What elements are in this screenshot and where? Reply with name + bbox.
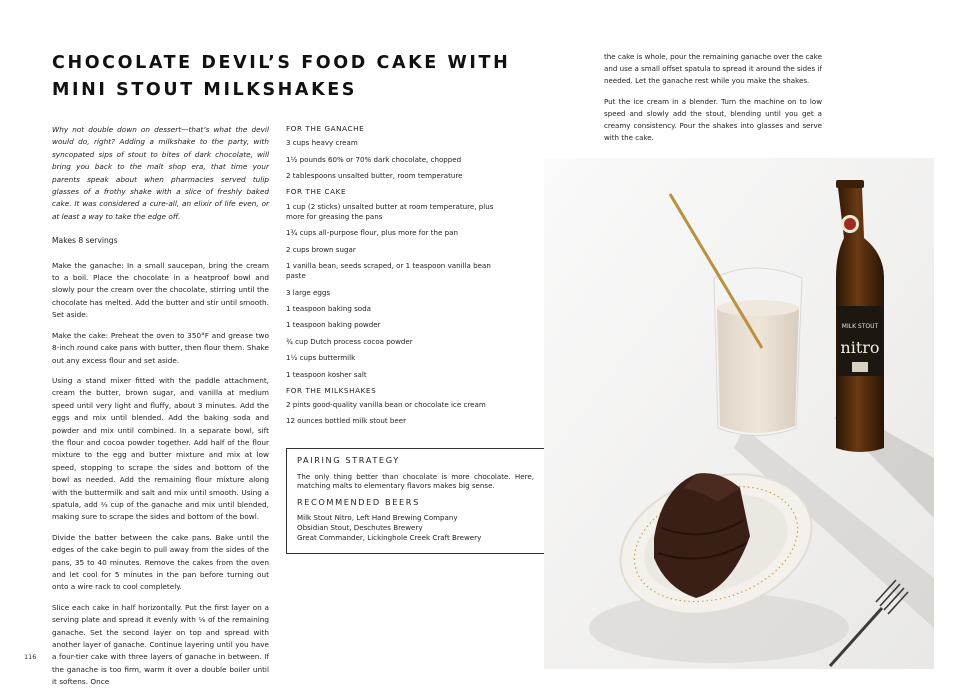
method-paragraph: Slice each cake in half horizontally. Put the first layer on a serving plate and spread it evenly with ⅛ of the remaining ganache. Set the second layer on top and spread with another layer of ganache. Continue layering until you have a four-tier cake with three layers of ganache in between. If the ganache is too firm, warm it over a double boiler until it softens. Once	[52, 602, 269, 687]
method-continued-column	[604, 51, 822, 152]
milkshake-group	[286, 386, 498, 427]
method-paragraph: Divide the batter between the cake pans. Bake until the edges of the cake begin to pull away from the sides of the pans, 35 to 40 minutes. Remove the cakes from the oven and let cool for 5 minutes in the pan before turning out onto a wire rack to cool completely.	[52, 532, 269, 592]
ingredient-item: 2 pints good-quality vanilla bean or chocolate ice cream	[286, 400, 486, 410]
ingredient-item: 1 cup (2 sticks) unsalted butter at room temperature, plus more for greasing the pans	[286, 201, 494, 221]
cake-group	[286, 187, 498, 379]
method-paragraph: Make the cake: Preheat the oven to 350°F and grease two 8-inch round cake pans with butter, then flour them. Shake out any excess flour and set aside.	[52, 330, 269, 365]
ingredient-item: 1 teaspoon baking powder	[286, 320, 381, 330]
ingredient-item: 2 tablespoons unsalted butter, room temperature	[286, 170, 463, 180]
ingredient-item: 1½ cups buttermilk	[286, 353, 356, 363]
right-page	[570, 0, 980, 669]
photo-illustration	[544, 158, 934, 669]
yield-text: Makes 8 servings	[52, 236, 118, 246]
ingredient-item: 1 teaspoon baking soda	[286, 303, 371, 313]
pairing-text: The only thing better than chocolate is more chocolate. Here, matching malts to elementary flavors makes big sense.	[297, 471, 534, 491]
beers-heading: RECOMMENDED BEERS	[297, 496, 420, 507]
section-heading: FOR THE GANACHE	[286, 124, 365, 133]
ingredient-item: 1¾ cups all-purpose flour, plus more for the pan	[286, 228, 458, 238]
pairing-heading: PAIRING STRATEGY	[297, 455, 400, 465]
ganache-group	[286, 124, 498, 181]
bottle-label-line2: nitro	[840, 338, 880, 357]
ingredient-item: 12 ounces bottled milk stout beer	[286, 416, 407, 426]
section-heading: FOR THE CAKE	[286, 187, 347, 197]
method-paragraph: Make the ganache: In a small saucepan, bring the cream to a boil. Place the chocolate in a heatproof bowl and slowly pour the cream over the chocolate, stirring until the chocolate has melted. Add the butter and stir until smooth. Set aside.	[52, 260, 269, 320]
ingredient-item: 1 vanilla bean, seeds scraped, or 1 teaspoon vanilla bean paste	[286, 260, 491, 281]
pairing-strategy-box	[286, 448, 544, 554]
bottle-label-line1: MILK STOUT	[841, 323, 879, 330]
method-paragraph: the cake is whole, pour the remaining ganache over the cake and use a small offset spatula to spread it around the sides if needed. Let the ganache rest while you make the shakes.	[604, 52, 822, 86]
title-line-2: MINI STOUT MILKSHAKES	[52, 80, 357, 100]
ingredient-item: 1½ pounds 60% or 70% dark chocolate, chopped	[286, 154, 462, 164]
food-photo	[544, 158, 934, 669]
ingredient-item: ¾ cup Dutch process cocoa powder	[286, 336, 413, 346]
recipe-title	[52, 50, 552, 104]
beer-item: Great Commander, Lickinghole Creek Craft Brewery	[297, 532, 482, 542]
ingredient-item: 3 cups heavy cream	[286, 138, 358, 148]
section-heading: FOR THE MILKSHAKES	[286, 385, 377, 395]
ingredient-item: 2 cups brown sugar	[286, 244, 356, 254]
beer-item: Milk Stout Nitro, Left Hand Brewing Company	[297, 513, 458, 523]
method-paragraph: Put the ice cream in a blender. Turn the machine on to low speed and slowly add the stout, blending until you get a creamy consistency. Pour the shakes into glasses and serve with the cake.	[604, 96, 822, 143]
method-column	[52, 124, 269, 697]
page-number: 116	[24, 653, 37, 661]
method-paragraph: Using a stand mixer fitted with the paddle attachment, cream the butter, brown sugar, and vanilla at medium speed until very light and fluffy, about 3 minutes. Add the eggs and mix until blended. Add the baking soda and powder and mix until combined. In a separate bowl, sift the flour and cocoa powder together. Add half of the flour mixture to the egg and butter mixture and mix at low speed, stopping to scrape the sides and bottom of the bowl as needed. Add the remaining flour mixture along with the buttermilk and salt and mix until smooth. Using a spatula, add ⅓ cup of the ganache and mix until blended, making sure to scrape the sides and bottom of the bowl.	[52, 375, 269, 522]
ingredient-item: 3 large eggs	[286, 287, 331, 297]
ingredient-item: 1 teaspoon kosher salt	[286, 369, 367, 379]
title-line-1: CHOCOLATE DEVIL’S FOOD CAKE WITH	[52, 53, 511, 73]
beer-item: Obsidian Stout, Deschutes Brewery	[297, 522, 423, 532]
intro-paragraph: Why not double down on dessert—that’s what the devil would do, right? Adding a milkshake to the party, with syncopated sips of stout to bites of dark chocolate, will bring you back to the malt shop era, that time your parents speak about when pharmacies served tulip glasses of a frothy shake with a slice of freshly baked cake. It was considered a cure-all, an elixir of life even, or at least a way to take the edge off.	[52, 125, 269, 221]
ingredients-column	[286, 124, 498, 433]
